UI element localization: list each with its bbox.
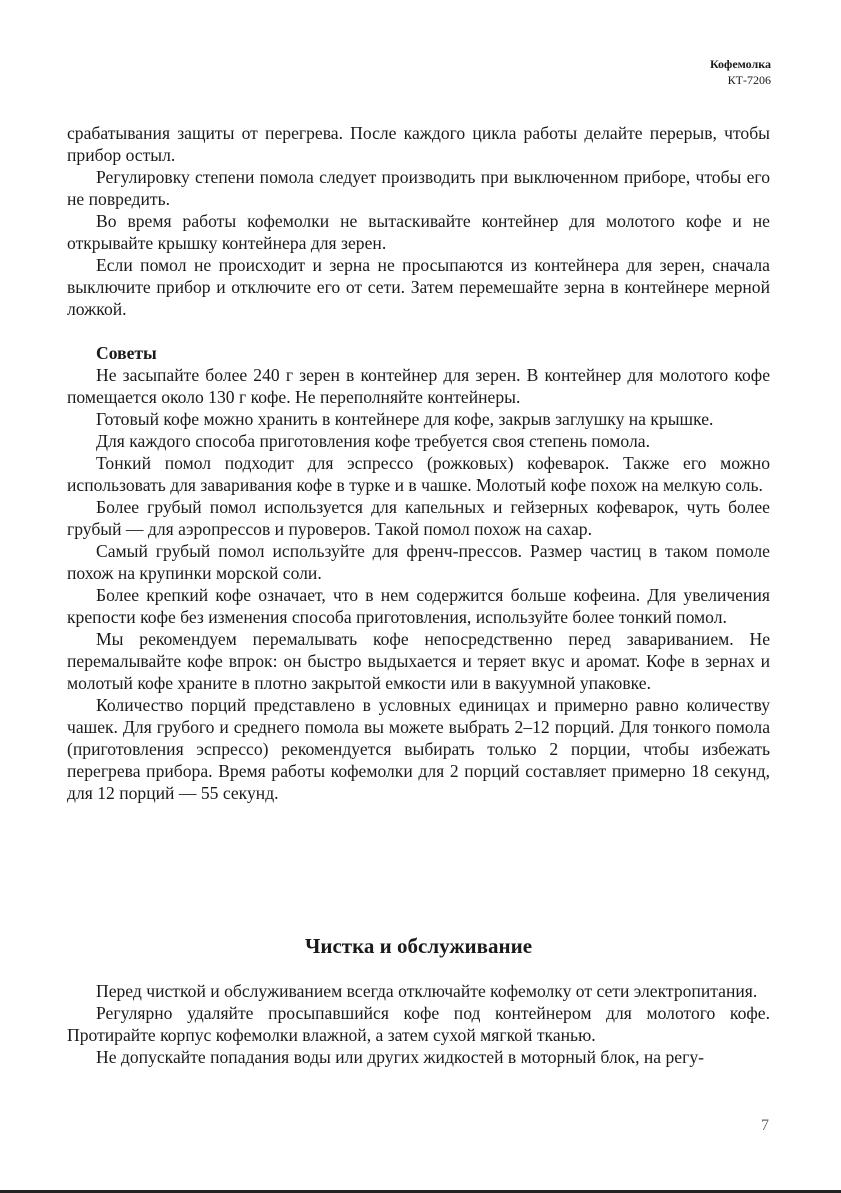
paragraph: Не допускайте попадания воды или других жидкостей в моторный блок, на регу- <box>96 1047 704 1067</box>
paragraph: срабатывания защиты от перегрева. После каждого цикла работы делайте перерыв, чтобы прибор остыл. <box>67 123 770 165</box>
paragraph: Количество порций представлено в условных единицах и примерно равно количеству чашек. Для грубого и среднего помола вы можете выбрать 2–12 порций. Для тонкого помола (приготовления эспрессо) рекомендуется выбирать только 2 порции, чтобы избежать перегрева прибора. Время работы кофемолки для 2 порций составляет примерно 18 секунд, для 12 порций — 55 секунд. <box>67 695 770 803</box>
paragraph: Тонкий помол подходит для эспрессо (рожковых) кофеварок. Также его можно использовать для заваривания кофе в турке и в чашке. Молотый кофе похож на мелкую соль. <box>67 453 770 495</box>
model-number: КТ-7206 <box>727 73 771 87</box>
cleaning-section <box>67 980 770 1068</box>
paragraph: Регулировку степени помола следует производить при выключенном приборе, чтобы его не повредить. <box>67 167 770 209</box>
tips-heading: Советы <box>96 343 157 363</box>
paragraph: Самый грубый помол используйте для френч-прессов. Размер частиц в таком помоле похож на крупинки морской соли. <box>67 541 770 583</box>
paragraph: Перед чисткой и обслуживанием всегда отключайте кофемолку от сети электропитания. <box>96 981 758 1001</box>
intro-text-block <box>67 122 770 320</box>
tips-section <box>67 342 770 804</box>
paragraph: Готовый кофе можно хранить в контейнере для кофе, закрыв заглушку на крышке. <box>96 409 714 429</box>
paragraph: Для каждого способа приготовления кофе требуется своя степень помола. <box>96 431 650 451</box>
paragraph: Во время работы кофемолки не вытаскивайте контейнер для молотого кофе и не открывайте крышку контейнера для зерен. <box>67 211 770 253</box>
product-name: Кофемолка <box>709 57 771 71</box>
paragraph: Если помол не происходит и зерна не просыпаются из контейнера для зерен, сначала выключите прибор и отключите его от сети. Затем перемешайте зерна в контейнере мерной ложкой. <box>67 255 770 319</box>
paragraph: Более крепкий кофе означает, что в нем содержится больше кофеина. Для увеличения крепости кофе без изменения способа приготовления, используйте более тонкий помол. <box>67 585 770 627</box>
paragraph: Не засыпайте более 240 г зерен в контейнер для зерен. В контейнер для молотого кофе помещается около 130 г кофе. Не переполняйте контейнеры. <box>67 365 770 407</box>
paragraph: Регулярно удаляйте просыпавшийся кофе под контейнером для молотого кофе. Протирайте корпус кофемолки влажной, а затем сухой мягкой тканью. <box>67 1003 770 1045</box>
page-header <box>710 56 771 88</box>
paragraph: Более грубый помол используется для капельных и гейзерных кофеварок, чуть более грубый — для аэропрессов и пуроверов. Такой помол похож на сахар. <box>67 497 770 539</box>
paragraph: Мы рекомендуем перемалывать кофе непосредственно перед завариванием. Не перемалывайте кофе впрок: он быстро выдыхается и теряет вкус и аромат. Кофе в зернах и молотый кофе храните в плотно закрытой емкости или в вакуумной упаковке. <box>67 629 770 693</box>
page-number: 7 <box>761 1117 769 1134</box>
section-title: Чистка и обслуживание <box>304 934 533 958</box>
